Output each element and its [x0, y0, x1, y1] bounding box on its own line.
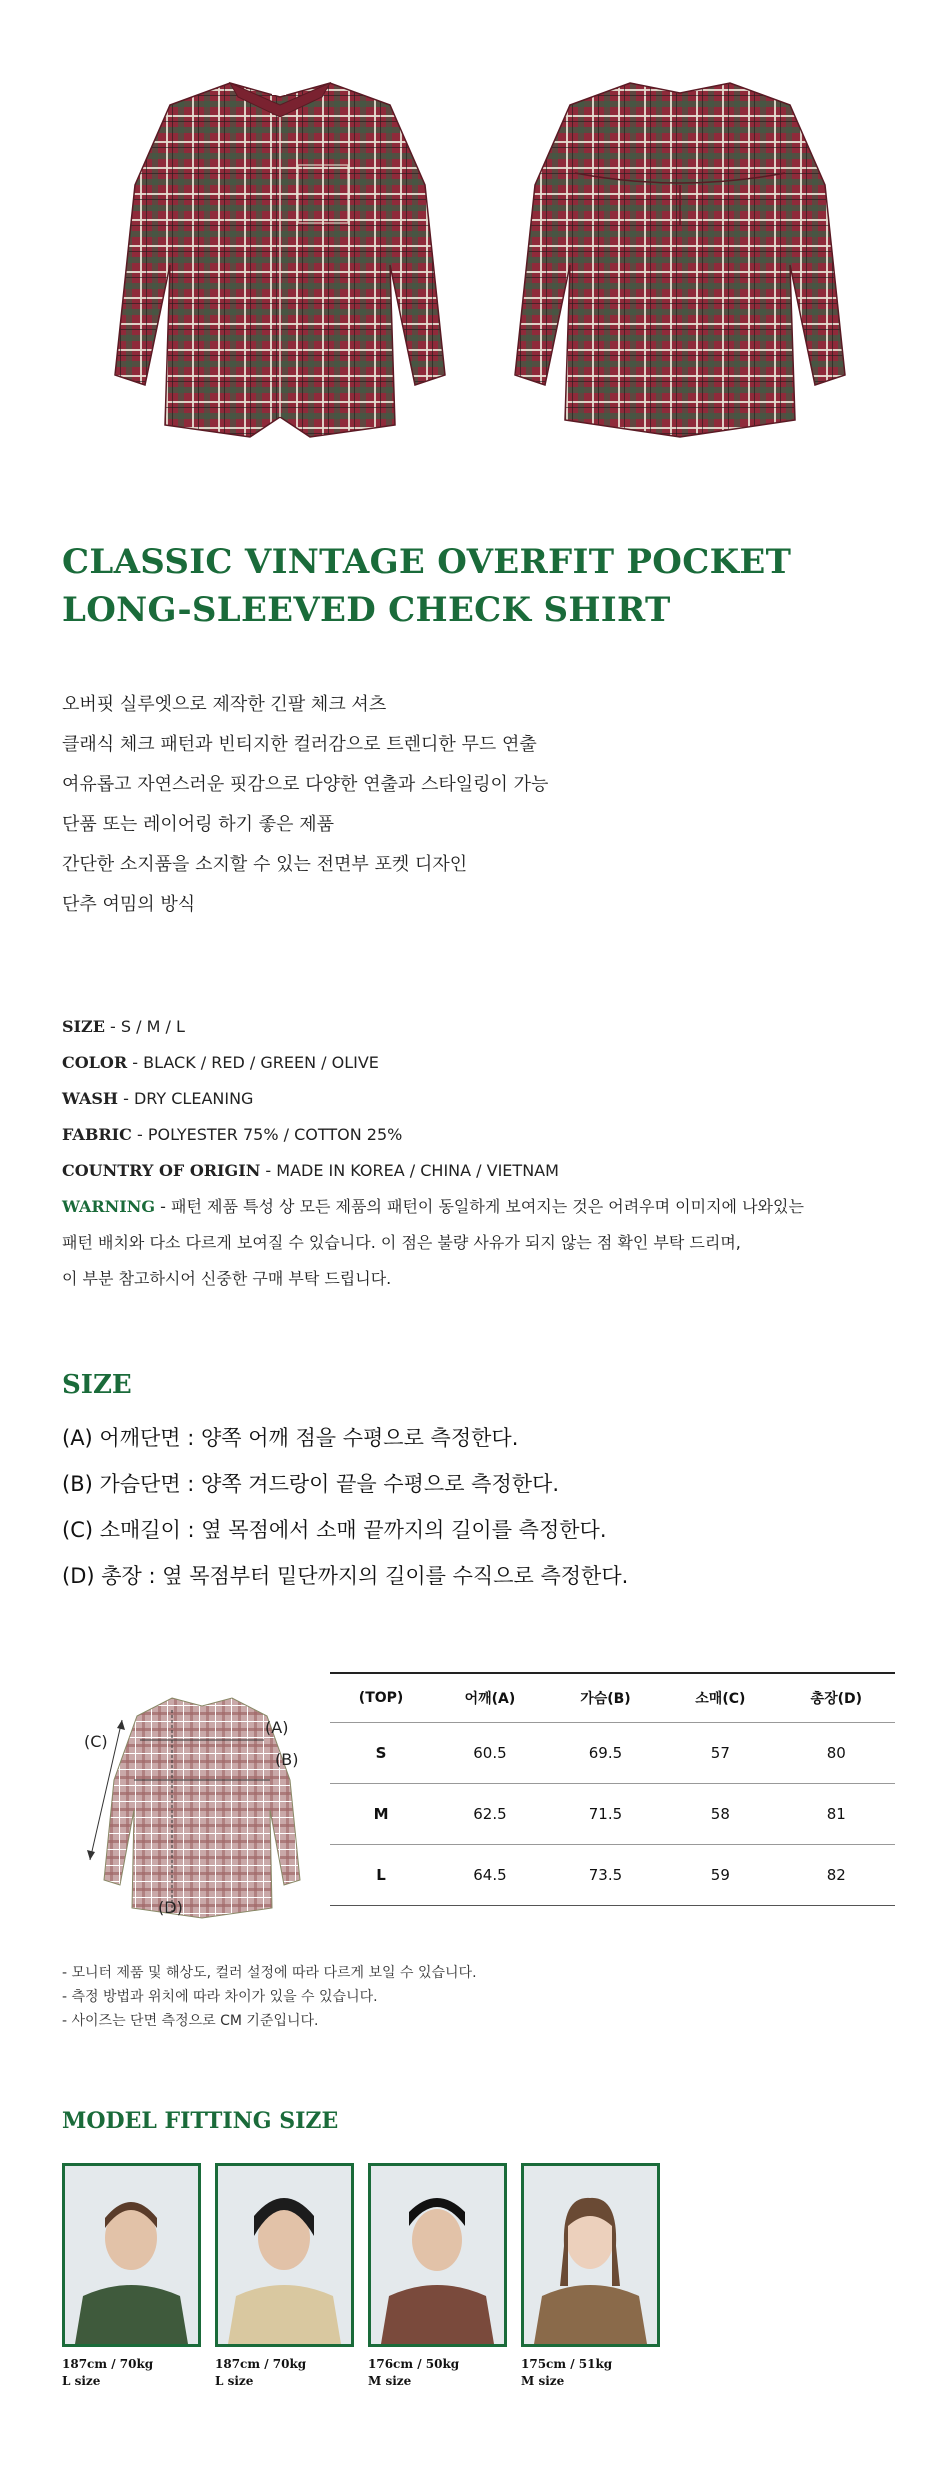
- warning-label: WARNING: [62, 1197, 156, 1216]
- model-photo: [215, 2163, 354, 2347]
- diagram-label-b: (B): [275, 1750, 299, 1769]
- model-stats: 187cm / 70kg: [62, 2357, 154, 2371]
- size-notes: [62, 1962, 477, 2034]
- spec-warning: [62, 1192, 922, 1228]
- spec-value: - DRY CLEANING: [118, 1089, 254, 1108]
- table-header: 가슴(B): [548, 1673, 663, 1723]
- model-size: M size: [368, 2374, 412, 2388]
- spec-label: SIZE: [62, 1017, 105, 1036]
- note-line: - 모니터 제품 및 해상도, 컬러 설정에 따라 다르게 보일 수 있습니다.: [62, 1965, 477, 1981]
- warning-text: - 패턴 제품 특성 상 모든 제품의 패턴이 동일하게 보여지는 것은 어려우며 이미지에 나와있는: [155, 1197, 804, 1216]
- warning-text: 패턴 배치와 다소 다르게 보여질 수 있습니다. 이 점은 불량 사유가 되지 않는 점 확인 부탁 드리며,: [62, 1233, 741, 1252]
- spec-value: - BLACK / RED / GREEN / OLIVE: [127, 1053, 379, 1072]
- table-header-row: [330, 1673, 895, 1723]
- model-portrait-icon: [218, 2166, 351, 2344]
- shirt-back-icon: [500, 75, 860, 450]
- spec-label: COUNTRY OF ORIGIN: [62, 1161, 261, 1180]
- model-photo: [62, 2163, 201, 2347]
- measurement-guide: [62, 1420, 922, 1604]
- size-table: [330, 1672, 895, 1906]
- description-line: 클래식 체크 패턴과 빈티지한 컬러감으로 트렌디한 무드 연출: [62, 734, 537, 755]
- model-stats: 175cm / 51kg: [521, 2357, 613, 2371]
- spec-color: [62, 1048, 922, 1084]
- diagram-label-c: (C): [84, 1732, 108, 1751]
- model-caption: [368, 2356, 459, 2390]
- model-size: L size: [215, 2374, 254, 2388]
- table-row: [330, 1723, 895, 1784]
- table-cell: 71.5: [548, 1784, 663, 1845]
- model-photo: [368, 2163, 507, 2347]
- description-line: 여유롭고 자연스러운 핏감으로 다양한 연출과 스타일링이 가능: [62, 774, 549, 795]
- model-stats: 187cm / 70kg: [215, 2357, 307, 2371]
- table-cell: 69.5: [548, 1723, 663, 1784]
- model-caption: [62, 2356, 153, 2390]
- spec-value: - MADE IN KOREA / CHINA / VIETNAM: [260, 1161, 559, 1180]
- spec-value: - S / M / L: [104, 1017, 185, 1036]
- table-cell: 62.5: [432, 1784, 548, 1845]
- table-cell: L: [330, 1845, 432, 1906]
- diagram-label-a: (A): [265, 1718, 289, 1737]
- description-line: 단품 또는 레이어링 하기 좋은 제품: [62, 814, 335, 835]
- measurement-line: (D) 총장 : 옆 목점부터 밑단까지의 길이를 수직으로 측정한다.: [62, 1564, 629, 1588]
- model-photo: [521, 2163, 660, 2347]
- note-line: - 측정 방법과 위치에 따라 차이가 있을 수 있습니다.: [62, 1989, 378, 2005]
- table-row: [330, 1845, 895, 1906]
- table-cell: 73.5: [548, 1845, 663, 1906]
- table-cell: 80: [778, 1723, 895, 1784]
- table-cell: 60.5: [432, 1723, 548, 1784]
- measurement-line: (C) 소매길이 : 옆 목점에서 소매 끝까지의 길이를 측정한다.: [62, 1518, 607, 1542]
- model-size: M size: [521, 2374, 565, 2388]
- model-stats: 176cm / 50kg: [368, 2357, 460, 2371]
- spec-label: WASH: [62, 1089, 119, 1108]
- model-portrait-icon: [65, 2166, 198, 2344]
- size-heading: SIZE: [62, 1370, 132, 1400]
- product-title: [62, 538, 902, 634]
- table-cell: 81: [778, 1784, 895, 1845]
- spec-wash: [62, 1084, 922, 1120]
- table-header: 어깨(A): [432, 1673, 548, 1723]
- spec-size: [62, 1012, 922, 1048]
- table-cell: M: [330, 1784, 432, 1845]
- note-line: - 사이즈는 단면 측정으로 CM 기준입니다.: [62, 2013, 319, 2029]
- table-cell: 57: [663, 1723, 777, 1784]
- table-header: 총장(D): [778, 1673, 895, 1723]
- product-title-line2: LONG-SLEEVED CHECK SHIRT: [62, 590, 671, 630]
- table-row: [330, 1784, 895, 1845]
- shirt-front-icon: [100, 75, 460, 450]
- model-portrait-icon: [524, 2166, 657, 2344]
- spec-fabric: [62, 1120, 922, 1156]
- table-cell: 58: [663, 1784, 777, 1845]
- table-cell: 59: [663, 1845, 777, 1906]
- model-caption: [215, 2356, 306, 2390]
- warning-text: 이 부분 참고하시어 신중한 구매 부탁 드립니다.: [62, 1269, 392, 1288]
- product-specs: [62, 1012, 922, 1300]
- model-fitting-heading: MODEL FITTING SIZE: [62, 2108, 339, 2134]
- spec-label: COLOR: [62, 1053, 128, 1072]
- description-line: 단추 여밈의 방식: [62, 894, 196, 915]
- description-line: 오버핏 실루엣으로 제작한 긴팔 체크 셔츠: [62, 694, 387, 715]
- spec-value: - POLYESTER 75% / COTTON 25%: [131, 1125, 403, 1144]
- diagram-label-d: (D): [158, 1898, 183, 1917]
- description-line: 간단한 소지품을 소지할 수 있는 전면부 포켓 디자인: [62, 854, 468, 875]
- model-size: L size: [62, 2374, 101, 2388]
- measurement-line: (B) 가슴단면 : 양쪽 겨드랑이 끝을 수평으로 측정한다.: [62, 1472, 559, 1496]
- spec-label: FABRIC: [62, 1125, 132, 1144]
- measurement-line: (A) 어깨단면 : 양쪽 어깨 점을 수평으로 측정한다.: [62, 1426, 519, 1450]
- spec-origin: [62, 1156, 922, 1192]
- table-cell: 64.5: [432, 1845, 548, 1906]
- table-cell: S: [330, 1723, 432, 1784]
- table-header: 소매(C): [663, 1673, 777, 1723]
- table-cell: 82: [778, 1845, 895, 1906]
- model-portrait-icon: [371, 2166, 504, 2344]
- table-header: (TOP): [330, 1673, 432, 1723]
- model-caption: [521, 2356, 612, 2390]
- measurement-diagram: [62, 1680, 322, 1920]
- product-title-line1: CLASSIC VINTAGE OVERFIT POCKET: [62, 542, 792, 582]
- product-description: [62, 690, 902, 930]
